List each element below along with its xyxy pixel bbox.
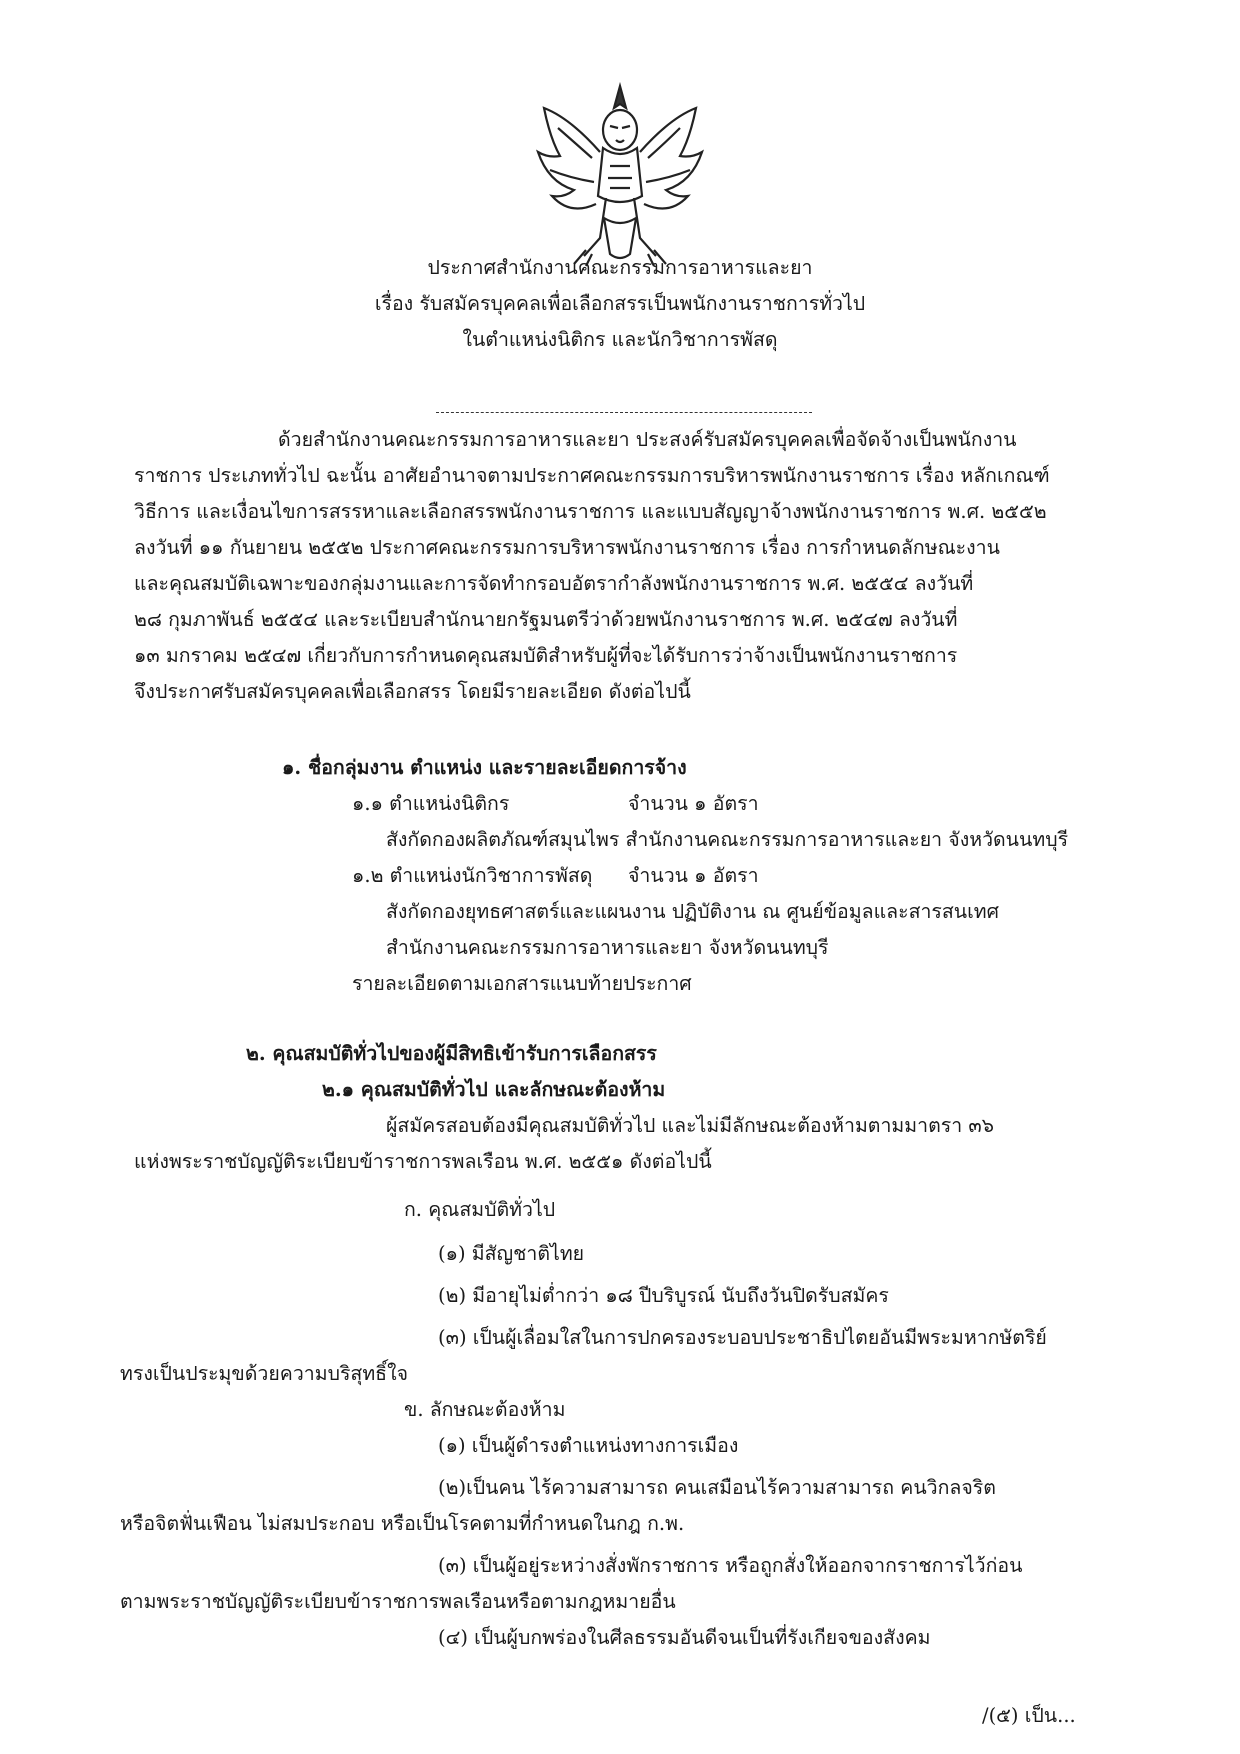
intro-line: ๒๘ กุมภาพันธ์ ๒๕๕๔ และระเบียบสำนักนายกรัฐมนตรีว่าด้วยพนักงานราชการ พ.ศ. ๒๕๔๗ ลงวันที่ [134,608,958,631]
qualification-item-cont: ทรงเป็นประมุขด้วยความบริสุทธิ์ใจ [120,1362,409,1385]
prohibition-item: (๔) เป็นผู้บกพร่องในศีลธรรมอันดีจนเป็นที่รังเกียจของสังคม [438,1626,931,1649]
title-separator [436,412,812,413]
prohibition-item: (๒)เป็นคน ไร้ความสามารถ คนเสมือนไร้ความสามารถ คนวิกลจริต [438,1476,996,1499]
section-2-paragraph: แห่งพระราชบัญญัติระเบียบข้าราชการพลเรือน พ.ศ. ๒๕๕๑ ดังต่อไปนี้ [134,1150,712,1173]
announcement-subject: เรื่อง รับสมัครบุคคลเพื่อเลือกสรรเป็นพนักงานราชการทั่วไป [374,292,866,315]
prohibition-item: (๑) เป็นผู้ดำรงตำแหน่งทางการเมือง [438,1434,739,1457]
page-continuation: /(๕) เป็น... [982,1704,1076,1727]
qualification-item: (๓) เป็นผู้เลื่อมใสในการปกครองระบอบประชาธิปไตยอันมีพระมหากษัตริย์ [438,1326,1047,1349]
qualification-item: (๒) มีอายุไม่ต่ำกว่า ๑๘ ปีบริบูรณ์ นับถึงวันปิดรับสมัคร [438,1284,889,1307]
intro-line: ราชการ ประเภททั่วไป ฉะนั้น อาศัยอำนาจตามประกาศคณะกรรมการบริหารพนักงานราชการ เรื่อง หลักเกณฑ์ [134,464,1050,487]
intro-line: ด้วยสำนักงานคณะกรรมการอาหารและยา ประสงค์รับสมัครบุคคลเพื่อจัดจ้างเป็นพนักงาน [278,428,1017,451]
intro-line: ลงวันที่ ๑๑ กันยายน ๒๕๕๒ ประกาศคณะกรรมการบริหารพนักงานราชการ เรื่อง การกำหนดลักษณะงาน [134,536,1000,559]
intro-line: จึงประกาศรับสมัครบุคคลเพื่อเลือกสรร โดยมีรายละเอียด ดังต่อไปนี้ [134,680,691,703]
position-2-unit: สำนักงานคณะกรรมการอาหารและยา จังหวัดนนทบุรี [386,936,829,959]
qualification-item: (๑) มีสัญชาติไทย [438,1242,585,1265]
garuda-emblem [530,78,710,268]
position-2-title: ๑.๒ ตำแหน่งนักวิชาการพัสดุ [352,864,593,887]
details-note: รายละเอียดตามเอกสารแนบท้ายประกาศ [352,972,692,995]
position-2-unit: สังกัดกองยุทธศาสตร์และแผนงาน ปฏิบัติงาน ณ ศูนย์ข้อมูลและสารสนเทศ [386,900,1000,923]
section-2-heading: ๒. คุณสมบัติทั่วไปของผู้มีสิทธิเข้ารับการเลือกสรร [246,1042,657,1065]
position-1-unit: สังกัดกองผลิตภัณฑ์สมุนไพร สำนักงานคณะกรรมการอาหารและยา จังหวัดนนทบุรี [386,828,1069,851]
position-2-count: จำนวน ๑ อัตรา [628,864,759,887]
section-2-paragraph: ผู้สมัครสอบต้องมีคุณสมบัติทั่วไป และไม่มีลักษณะต้องห้ามตามมาตรา ๓๖ [386,1114,995,1137]
position-1-title: ๑.๑ ตำแหน่งนิติกร [352,792,510,815]
prohibition-item-cont: หรือจิตฟั่นเฟือน ไม่สมประกอบ หรือเป็นโรคตามที่กำหนดในกฎ ก.พ. [120,1512,685,1535]
announcement-positions: ในตำแหน่งนิติกร และนักวิชาการพัสดุ [462,328,778,351]
intro-line: และคุณสมบัติเฉพาะของกลุ่มงานและการจัดทำกรอบอัตรากำลังพนักงานราชการ พ.ศ. ๒๕๕๔ ลงวันที่ [134,572,974,595]
intro-line: ๑๓ มกราคม ๒๕๔๗ เกี่ยวกับการกำหนดคุณสมบัติสำหรับผู้ที่จะได้รับการว่าจ้างเป็นพนักงานราชการ [134,644,958,667]
prohibitions-heading: ข. ลักษณะต้องห้าม [404,1398,566,1421]
position-1-count: จำนวน ๑ อัตรา [628,792,759,815]
announcement-title: ประกาศสำนักงานคณะกรรมการอาหารและยา [427,256,813,279]
general-qualifications-heading: ก. คุณสมบัติทั่วไป [404,1198,556,1221]
section-2-1-heading: ๒.๑ คุณสมบัติทั่วไป และลักษณะต้องห้าม [322,1078,666,1101]
section-1-heading: ๑. ชื่อกลุ่มงาน ตำแหน่ง และรายละเอียดการจ้าง [282,756,687,779]
prohibition-item: (๓) เป็นผู้อยู่ระหว่างสั่งพักราชการ หรือถูกสั่งให้ออกจากราชการไว้ก่อน [438,1554,1023,1577]
prohibition-item-cont: ตามพระราชบัญญัติระเบียบข้าราชการพลเรือนหรือตามกฎหมายอื่น [120,1590,676,1613]
intro-line: วิธีการ และเงื่อนไขการสรรหาและเลือกสรรพนักงานราชการ และแบบสัญญาจ้างพนักงานราชการ พ.ศ. ๒๕๕๒ [134,500,1047,523]
